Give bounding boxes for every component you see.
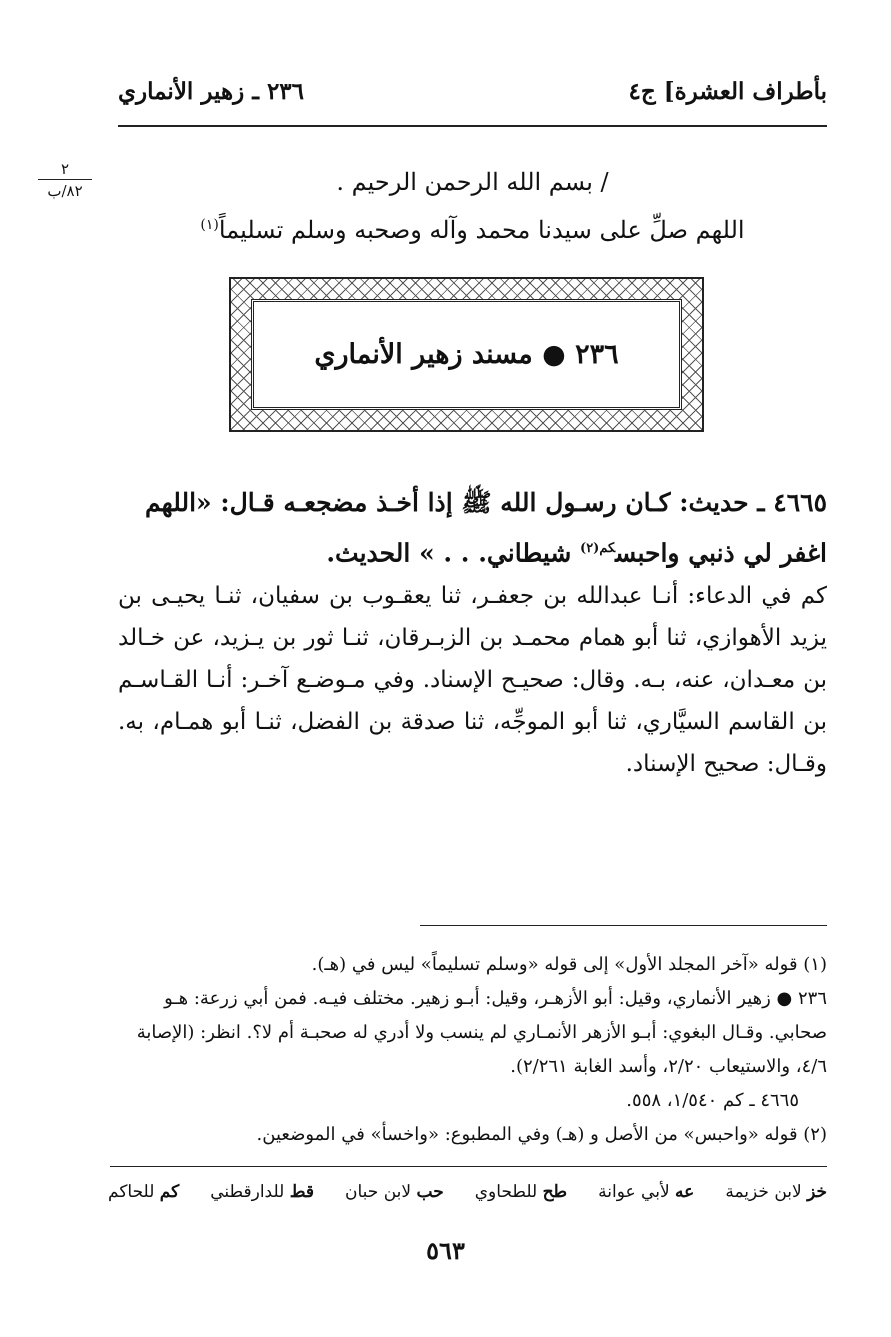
header-divider [118,125,827,127]
abbreviations-divider [110,1166,827,1167]
footnote-hadith-source: ٤٦٦٥ ـ كم ١/٥٤٠، ٥٥٨. [626,1090,799,1111]
footnotes [118,948,827,1152]
abbreviations-key [108,1182,827,1202]
folio-ref-divider [38,179,92,180]
source-mark-kam: كم [599,541,616,556]
hadith-line-1: ٤٦٦٥ ـ حديث: كـان رسـول الله ﷺ إذا أخـذ مضجعـه قـال: «اللهم [145,488,827,517]
abbr-item: طح للطحاوي [474,1182,568,1202]
hadith-text [118,480,827,576]
folio-ref-top: ٢ [60,160,70,178]
footnote-ref-1[interactable]: (١) [200,217,219,233]
abbr-item: قط للدارقطني [210,1182,314,1202]
footnote-1: (١) قوله «آخر المجلد الأول» إلى قوله «وسلم تسليماً» ليس في (هـ). [311,954,827,975]
title-frame-inner [251,299,682,410]
musnad-title: ٢٣٦ ● مسند زهير الأنماري [314,339,619,370]
abbr-item: كم للحاكم [108,1182,180,1202]
abbr-item: عه لأبي عوانة [598,1182,695,1202]
footnote-2: (٢) قوله «واحبس» من الأصل و (هـ) وفي المطبوع: «واخسأ» في الموضعين. [256,1124,827,1145]
hadith-phrase-end: شيطاني. . . » الحديث. [326,538,581,568]
abbr-item: حب لابن حبان [345,1182,444,1202]
running-header-book: بأطراف العشرة] ج٤ [628,78,827,105]
manuscript-folio-ref [38,160,92,200]
basmala: / بسم الله الرحمن الرحيم . [336,168,609,196]
salawat-line [118,216,827,244]
hadith-line-2 [118,526,827,576]
hadith-phrase: اغفر لي ذنبي واحبس [615,538,827,568]
folio-ref-bottom: ٨٢/ب [47,182,83,200]
salawat-text: اللهم صلِّ على سيدنا محمد وآله وصحبه وسلم تسليماً [218,216,745,244]
running-header-section: ٢٣٦ ـ زهير الأنماري [118,78,305,105]
footnote-divider [420,925,827,926]
narration-paragraph: كم في الدعاء: أنـا عبدالله بن جعفـر، ثنا يعقـوب بن سفيان، ثنـا يحيـى بن يزيد الأهوازي، ثنا أبو همام محمـد بن الزبـرقان، ثنـا ثور بن يـزيد، عن خـالد بن معـدان، عنه، بـه. وقال: صحيـح الإسناد. وفي مـوضـع آخـر: أنـا القـاسـم بن القاسم السيَّاري، ثنا أبو الموجِّه، ثنا صدقة بن الفضل، ثنـا أبو همـام، به. وقـال: صحيح الإسناد. [118,583,827,777]
page-number: ٥٦٣ [426,1236,465,1265]
footnote-biography: ٢٣٦ ● زهير الأنماري، وقيل: أبو الأزهـر، وقيل: أبـو زهير. مختلف فيـه. فمن أبي زرعة: هـو صحابي. وقـال البغوي: أبـو الأزهر الأنمـاري لم ينسب ولا أدري له صحبـة أم لا؟. انظر: (الإصابة ٤/٦، والاستيعاب ٢/٢٠، وأسد الغابة ٢/٢٦١). [136,988,827,1077]
footnote-ref-2[interactable]: (٢) [580,541,600,556]
ornamental-title-frame [229,277,704,432]
abbr-item: خز لابن خزيمة [725,1182,827,1202]
